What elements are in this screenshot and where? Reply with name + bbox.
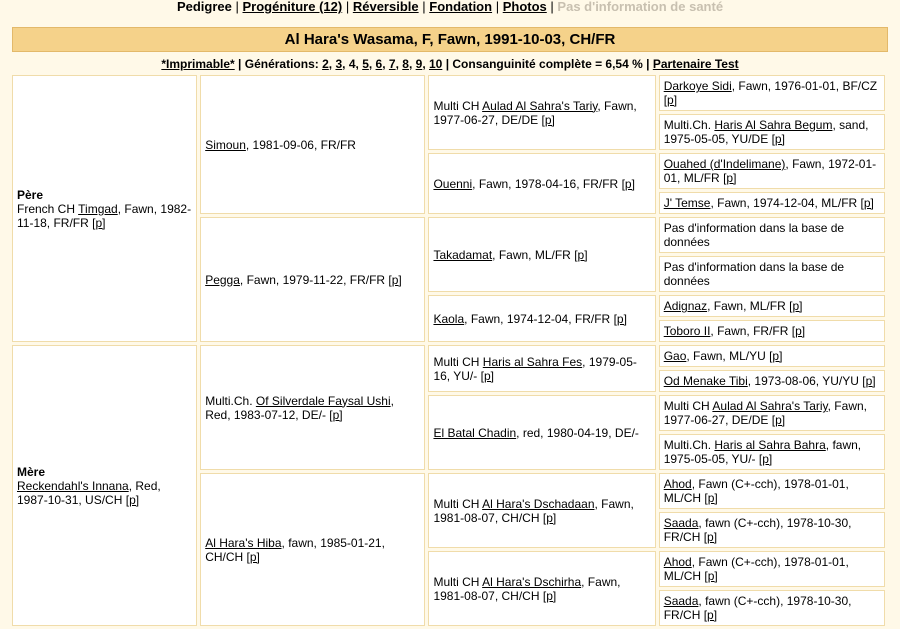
great-grandparent-cell [428, 75, 655, 150]
dog-name-link[interactable]: Toboro II [663, 324, 711, 338]
dog-name-link[interactable]: Saada [663, 594, 699, 608]
dog-name-link[interactable]: Aulad Al Sahra's Tariy [712, 399, 828, 413]
photo-link[interactable]: [p] [613, 311, 627, 326]
info-line [12, 56, 888, 72]
ancestor-gen4-cell [659, 217, 885, 253]
generations-label: Générations: [244, 57, 319, 71]
sire-cell [12, 75, 197, 342]
dog-details: , Fawn, 1982-11-18, FR/FR [17, 201, 192, 230]
generation-10-link[interactable]: 10 [428, 57, 443, 71]
photo-link[interactable]: [p] [329, 407, 343, 422]
ancestor-gen4-cell [659, 473, 885, 509]
photo-link[interactable]: [p] [791, 324, 806, 338]
dog-name-link[interactable]: Of Silverdale Faysal Ushi [255, 393, 391, 408]
nav-separator: | [550, 0, 554, 14]
dog-name-link[interactable]: Simoun [205, 137, 246, 152]
page-title: Al Hara's Wasama, F, Fawn, 1991-10-03, CH/FR [12, 27, 888, 52]
generation-5-link[interactable]: 5 [362, 57, 369, 71]
title-prefix: Multi CH [663, 399, 713, 413]
ancestor-gen4-cell [659, 512, 885, 548]
dog-details: , 1973-08-06, YU/YU [747, 374, 859, 388]
photo-link[interactable]: [p] [723, 171, 737, 185]
dog-details: , Fawn, 1976-01-01, BF/CZ [731, 79, 878, 93]
dog-details: , Fawn, 1974-12-04, ML/FR [710, 196, 858, 210]
title-prefix: Multi.Ch. [205, 393, 256, 408]
grandparent-cell [200, 217, 425, 342]
dog-details: , Fawn, 1979-11-22, FR/FR [239, 272, 386, 287]
nav-foundation-link[interactable]: Fondation [429, 0, 493, 14]
photo-link[interactable]: [p] [703, 530, 718, 544]
dog-name-link[interactable]: Al Hara's Dschadaan [482, 496, 595, 511]
dog-name-link[interactable]: Ouahed (d'Indelimane) [663, 157, 786, 171]
ancestor-gen4-cell [659, 192, 885, 214]
generation-4-current: 4 [348, 57, 356, 71]
ancestor-gen4-cell [659, 295, 885, 317]
photo-link[interactable]: [p] [771, 413, 786, 427]
photo-link[interactable]: [p] [704, 569, 718, 583]
generation-8-link[interactable]: 8 [402, 57, 409, 71]
photo-link[interactable]: [p] [480, 368, 494, 383]
dog-details: , fawn (C+-cch), 1978-10-30, FR/CH [663, 516, 852, 544]
ancestor-gen4-cell [659, 590, 885, 626]
photo-link[interactable]: [p] [862, 374, 876, 388]
dog-name-link[interactable]: Timgad [78, 201, 118, 216]
dog-name-link[interactable]: Darkoye Sidi [663, 79, 732, 93]
generation-2-link[interactable]: 2 [322, 57, 329, 71]
photo-link[interactable]: [p] [542, 510, 557, 525]
generation-7-link[interactable]: 7 [388, 57, 396, 71]
title-prefix: Multi CH [433, 354, 483, 369]
dog-name-link[interactable]: Reckendahl's Innana [17, 478, 129, 493]
photo-link[interactable]: [p] [246, 549, 260, 564]
photo-link[interactable]: [p] [663, 93, 678, 107]
ancestor-gen4-cell [659, 345, 885, 367]
grandparent-cell [200, 345, 425, 470]
info-separator: | [238, 57, 245, 71]
dog-details: , 1981-09-06, FR/FR [245, 137, 356, 152]
title-prefix: Multi CH [433, 98, 483, 113]
dog-details: , Red, 1987-10-31, US/CH [17, 478, 161, 507]
dog-name-link[interactable]: Al Hara's Dschirha [482, 574, 582, 589]
great-grandparent-cell [428, 473, 655, 548]
no-info-text: Pas d'information dans la base de données [663, 260, 845, 288]
title-prefix: Multi CH [433, 574, 483, 589]
parent-role-label: Mère [17, 464, 46, 479]
generation-3-link[interactable]: 3 [335, 57, 343, 71]
ancestor-gen4-cell [659, 370, 885, 392]
photo-link[interactable]: [p] [704, 491, 718, 505]
photo-link[interactable]: [p] [789, 299, 803, 313]
dog-details: , Red, 1983-07-12, DE/- [205, 393, 394, 422]
great-grandparent-cell [428, 395, 655, 470]
top-navigation [0, 0, 900, 18]
great-grandparent-cell [428, 551, 655, 626]
photo-link[interactable]: [p] [388, 272, 402, 287]
inbreeding-value: Consanguinité complète = 6,54 % [452, 57, 643, 71]
info-separator: | [445, 57, 453, 71]
title-prefix: French CH [17, 201, 79, 216]
dog-details: , Fawn (C+-cch), 1978-01-01, ML/CH [663, 477, 849, 505]
test-partner-link[interactable]: Partenaire Test [652, 57, 739, 71]
ancestor-gen4-cell [659, 434, 885, 470]
photo-link[interactable]: [p] [703, 608, 718, 622]
dog-name-link[interactable]: J' Temse [663, 196, 711, 210]
ancestor-gen4-cell [659, 256, 885, 292]
generation-links: 2, 3, 4, 5, 6, 7, 8, 9, 10 [322, 57, 443, 71]
dog-name-link[interactable]: Haris al Sahra Fes [482, 354, 583, 369]
dog-details: , Fawn, 1977-06-27, DE/DE [663, 399, 867, 427]
nav-pedigree: Pedigree [176, 0, 232, 14]
dog-name-link[interactable]: Aulad Al Sahra's Tariy [482, 98, 598, 113]
photo-link[interactable]: [p] [541, 112, 555, 127]
nav-separator: | [495, 0, 500, 14]
dog-name-link[interactable]: Saada [663, 516, 699, 530]
dog-name-link[interactable]: Haris al Sahra Bahra [714, 438, 826, 452]
ancestor-gen4-cell [659, 320, 885, 342]
dog-name-link[interactable]: Gao [663, 349, 687, 363]
dog-name-link[interactable]: Takadamat [433, 247, 493, 262]
dog-details: , Fawn, 1974-12-04, FR/FR [464, 311, 611, 326]
photo-link[interactable]: [p] [621, 176, 635, 191]
ancestor-gen4-cell [659, 75, 885, 111]
ancestor-gen4-cell [659, 551, 885, 587]
nav-health-disabled: Pas d'information de santé [557, 0, 724, 14]
photo-link[interactable]: [p] [125, 492, 140, 507]
title-prefix: Multi CH [433, 496, 483, 511]
dam-cell [12, 345, 197, 626]
photo-link[interactable]: [p] [542, 588, 557, 603]
photo-link[interactable]: [p] [574, 247, 588, 262]
dog-details: , 1979-05-16, YU/- [433, 354, 637, 383]
great-grandparent-cell [428, 153, 655, 214]
dog-details: , Fawn, ML/FR [707, 299, 786, 313]
dog-details: , Fawn, 1977-06-27, DE/DE [433, 98, 637, 127]
dog-details: , Fawn, 1972-01-01, ML/FR [663, 157, 877, 185]
pedigree-table [9, 72, 888, 629]
dog-name-link[interactable]: Ahod [663, 477, 692, 491]
dog-details: , fawn, 1975-05-05, YU/- [663, 438, 862, 466]
nav-reversible-link[interactable]: Réversible [352, 0, 419, 14]
dog-name-link[interactable]: Haris Al Sahra Begum [714, 118, 833, 132]
pedigree-row [12, 345, 885, 367]
nav-photos-link[interactable]: Photos [502, 0, 547, 14]
dog-details: , Fawn, 1978-04-16, FR/FR [472, 176, 619, 191]
ancestor-gen4-cell [659, 153, 885, 189]
nav-progeny-link[interactable]: Progéniture (12) [242, 0, 343, 14]
dog-name-link[interactable]: Adignaz [663, 299, 708, 313]
dog-name-link[interactable]: Od Menake Tibi [663, 374, 748, 388]
dog-details: , Fawn (C+-cch), 1978-01-01, ML/CH [663, 555, 849, 583]
photo-link[interactable]: [p] [860, 196, 874, 210]
printable-link[interactable]: *Imprimable* [161, 57, 235, 71]
title-prefix: Multi.Ch. [663, 438, 715, 452]
dog-details: , Fawn, 1981-08-07, CH/CH [433, 496, 634, 525]
photo-link[interactable]: [p] [92, 215, 106, 230]
generation-6-link[interactable]: 6 [375, 57, 383, 71]
dog-details: , Fawn, ML/FR [492, 247, 571, 262]
info-separator: | [646, 57, 653, 71]
dog-details: , sand, 1975-05-05, YU/DE [663, 118, 869, 146]
no-info-text: Pas d'information dans la base de données [663, 221, 845, 249]
great-grandparent-cell [428, 345, 655, 392]
generation-9-link[interactable]: 9 [415, 57, 423, 71]
dog-name-link[interactable]: Ouenni [433, 176, 473, 191]
parent-role-label: Père [17, 187, 44, 202]
dog-details: , red, 1980-04-19, DE/- [516, 425, 639, 440]
ancestor-gen4-cell [659, 395, 885, 431]
dog-name-link[interactable]: Kaola [433, 311, 465, 326]
nav-separator: | [235, 0, 239, 14]
great-grandparent-cell [428, 217, 655, 292]
dog-name-link[interactable]: Pegga [205, 272, 240, 287]
photo-link[interactable]: [p] [758, 452, 773, 466]
pedigree-row [12, 75, 885, 111]
dog-details: , Fawn, FR/FR [710, 324, 789, 338]
nav-separator: | [422, 0, 426, 14]
nav-separator: | [345, 0, 350, 14]
dog-name-link[interactable]: Ahod [663, 555, 692, 569]
photo-link[interactable]: [p] [771, 132, 785, 146]
great-grandparent-cell [428, 295, 655, 342]
dog-name-link[interactable]: El Batal Chadin [433, 425, 517, 440]
grandparent-cell [200, 473, 425, 626]
dog-details: , Fawn, 1981-08-07, CH/CH [433, 574, 621, 603]
dog-details: , fawn, 1985-01-21, CH/CH [205, 535, 385, 564]
dog-details: , Fawn, ML/YU [686, 349, 766, 363]
grandparent-cell [200, 75, 425, 214]
photo-link[interactable]: [p] [769, 349, 783, 363]
ancestor-gen4-cell [659, 114, 885, 150]
title-prefix: Multi.Ch. [663, 118, 715, 132]
dog-details: , fawn (C+-cch), 1978-10-30, FR/CH [663, 594, 852, 622]
dog-name-link[interactable]: Al Hara's Hiba [205, 535, 282, 550]
